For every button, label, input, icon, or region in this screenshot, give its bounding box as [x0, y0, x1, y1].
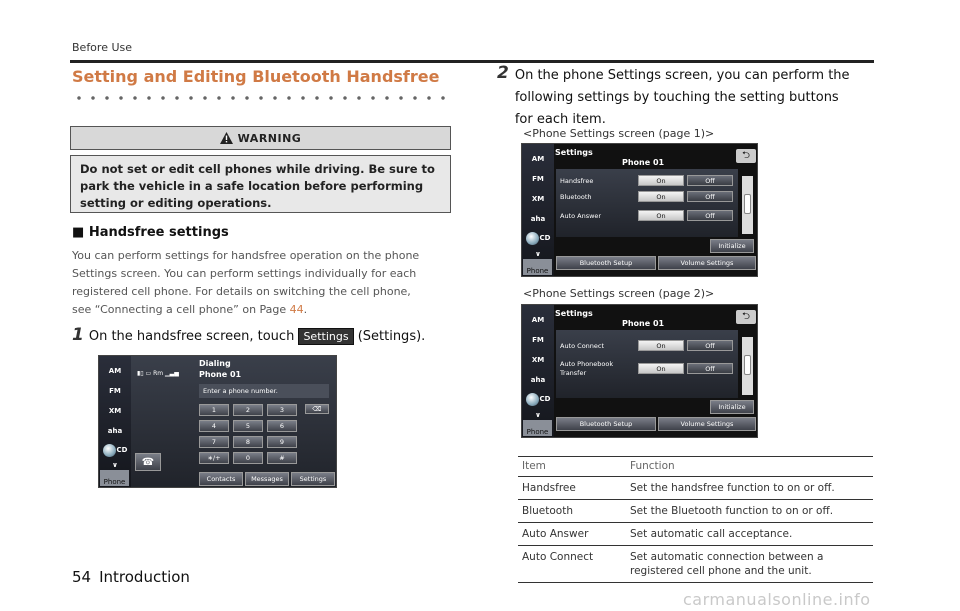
sidebar-item-phone[interactable]: Phone: [100, 470, 129, 486]
table-header-row: [518, 457, 873, 477]
paragraph-text: You can perform settings for handsfree operation on the phone Settings screen. You can perform settings individually for each registered cell phone. For details on switching the cell phone, see “Connecting a cell phone” on Page: [72, 249, 420, 316]
keypad-key[interactable]: 5: [233, 420, 263, 432]
row-label-transfer: Transfer: [560, 369, 587, 377]
sidebar-item-xm[interactable]: XM: [531, 356, 545, 364]
sidebar-more-chevron[interactable]: ∨: [112, 461, 118, 469]
backspace-icon: ⌫: [312, 405, 322, 413]
sidebar-item-aha[interactable]: aha: [530, 215, 546, 223]
paragraph-end: .: [303, 303, 308, 316]
warning-icon: [220, 132, 233, 144]
row-label-auto-connect: Auto Connect: [560, 342, 605, 350]
initialize-button[interactable]: Initialize: [710, 239, 754, 253]
sidebar-item-fm[interactable]: FM: [109, 387, 121, 395]
step-2: [497, 63, 855, 131]
settings-screen-page-1: [521, 143, 758, 277]
keypad-key[interactable]: 4: [199, 420, 229, 432]
bluetooth-setup-button[interactable]: Bluetooth Setup: [556, 417, 656, 431]
contacts-button[interactable]: Contacts: [199, 472, 243, 486]
auto-connect-off-button[interactable]: Off: [687, 340, 733, 351]
keypad-key[interactable]: ∗/+: [199, 452, 229, 464]
keypad-key[interactable]: 8: [233, 436, 263, 448]
table-row: [518, 546, 873, 583]
row-label-auto-phonebook: Auto Phonebook: [560, 360, 614, 368]
table-cell: Set the handsfree function to on or off.: [626, 477, 873, 500]
keypad-key[interactable]: 9: [267, 436, 297, 448]
sidebar-item-cd-label: CD: [539, 395, 551, 403]
settings-scrollbar[interactable]: [742, 337, 753, 395]
step-1-text: [89, 329, 425, 344]
sidebar-item-cd-label: CD: [539, 234, 551, 242]
dial-title: Dialing: [199, 359, 231, 368]
dotted-divider: [72, 95, 452, 101]
keypad-key[interactable]: 0: [233, 452, 263, 464]
back-button[interactable]: [736, 310, 756, 324]
sidebar-item-cd-label: CD: [116, 446, 128, 454]
watermark: carmanualsonline.info: [683, 590, 871, 609]
caption-settings-page-1: <Phone Settings screen (page 1)>: [523, 127, 715, 140]
warning-header: [70, 126, 451, 150]
sidebar-item-aha[interactable]: aha: [530, 376, 546, 384]
bluetooth-off-button[interactable]: Off: [687, 191, 733, 202]
settings-button[interactable]: Settings: [291, 472, 335, 486]
warning-text: Do not set or edit cell phones while driving. Be sure to park the vehicle in a safe location before performing setting or editing operations.: [70, 155, 451, 213]
sidebar-more-chevron[interactable]: ∨: [535, 250, 541, 258]
phone-number-placeholder: Enter a phone number.: [203, 387, 278, 395]
cd-disc-icon: [526, 232, 539, 245]
settings-inline-button: Settings: [298, 328, 353, 345]
sidebar-item-phone[interactable]: Phone: [523, 259, 552, 275]
auto-phonebook-on-button[interactable]: On: [638, 363, 684, 374]
backspace-button[interactable]: [305, 404, 329, 414]
keypad-key[interactable]: #: [267, 452, 297, 464]
dial-device: Phone 01: [199, 370, 242, 379]
sidebar-item-fm[interactable]: FM: [532, 175, 544, 183]
sidebar-item-xm[interactable]: XM: [531, 195, 545, 203]
row-label-auto-answer: Auto Answer: [560, 212, 602, 220]
settings-function-table: [518, 456, 873, 583]
status-text: Rm: [153, 370, 164, 377]
table-header-function: Function: [626, 457, 873, 477]
auto-connect-on-button[interactable]: On: [638, 340, 684, 351]
settings-screen-page-2: [521, 304, 758, 438]
sidebar-item-am[interactable]: AM: [531, 155, 545, 163]
table-row: [518, 477, 873, 500]
sidebar-item-aha[interactable]: aha: [107, 427, 123, 435]
auto-phonebook-off-button[interactable]: Off: [687, 363, 733, 374]
row-label-handsfree: Handsfree: [560, 177, 594, 185]
settings-device: Phone 01: [622, 158, 665, 167]
chapter-name: Introduction: [99, 568, 190, 586]
call-button[interactable]: [135, 453, 161, 471]
back-button[interactable]: [736, 149, 756, 163]
dialing-screen: [98, 355, 337, 488]
scrollbar-thumb[interactable]: [744, 355, 751, 375]
step-1: [72, 325, 425, 345]
table-header-item: Item: [518, 457, 626, 477]
auto-answer-off-button[interactable]: Off: [687, 210, 733, 221]
keypad-key[interactable]: 2: [233, 404, 263, 416]
sidebar-more-chevron[interactable]: ∨: [535, 411, 541, 419]
page-reference-link[interactable]: 44: [289, 303, 304, 316]
table-cell: Auto Connect: [518, 546, 626, 583]
source-sidebar-s1: [522, 144, 554, 276]
settings-title: Settings: [555, 148, 593, 157]
scrollbar-thumb[interactable]: [744, 194, 751, 214]
step-1-number: 1: [72, 325, 84, 345]
table-row: [518, 523, 873, 546]
bluetooth-setup-button[interactable]: Bluetooth Setup: [556, 256, 656, 270]
subsection-title: [72, 225, 229, 240]
running-header: Before Use: [72, 41, 133, 54]
keypad-key[interactable]: 7: [199, 436, 229, 448]
cd-disc-icon: [526, 393, 539, 406]
source-sidebar: [99, 356, 131, 487]
table-cell: Handsfree: [518, 477, 626, 500]
table-cell: Set automatic call acceptance.: [626, 523, 873, 546]
subsection-marker: ■: [72, 225, 85, 240]
page-footer: [72, 568, 190, 586]
back-arrow-icon: ⮌: [741, 149, 750, 161]
cd-disc-icon: [103, 444, 116, 457]
phone-number-input[interactable]: [199, 384, 329, 398]
sidebar-item-fm[interactable]: FM: [532, 336, 544, 344]
intro-paragraph: [72, 247, 432, 319]
keypad-key[interactable]: 1: [199, 404, 229, 416]
handsfree-off-button[interactable]: Off: [687, 175, 733, 186]
auto-answer-on-button[interactable]: On: [638, 210, 684, 221]
page-number: 54: [72, 568, 92, 586]
step-1-text-after: (Settings).: [353, 329, 426, 344]
subsection-title-text: Handsfree settings: [88, 225, 229, 240]
warning-label: WARNING: [237, 131, 302, 145]
handset-icon: ☎: [141, 456, 155, 468]
sidebar-item-am[interactable]: AM: [531, 316, 545, 324]
step-2-number: 2: [497, 63, 509, 83]
settings-device: Phone 01: [622, 319, 665, 328]
settings-scrollbar[interactable]: [742, 176, 753, 234]
source-sidebar-s2: [522, 305, 554, 437]
step-1-text-before: On the handsfree screen, touch: [88, 329, 299, 344]
sidebar-item-xm[interactable]: XM: [108, 407, 122, 415]
back-arrow-icon: ⮌: [741, 310, 750, 322]
sidebar-item-phone[interactable]: Phone: [523, 420, 552, 436]
keypad-key[interactable]: 3: [267, 404, 297, 416]
dial-status: ▮▯ ▭ Rm ▁▃▅: [137, 370, 179, 377]
caption-settings-page-2: <Phone Settings screen (page 2)>: [523, 287, 715, 300]
initialize-button[interactable]: Initialize: [710, 400, 754, 414]
settings-title: Settings: [555, 309, 593, 318]
bluetooth-on-button[interactable]: On: [638, 191, 684, 202]
handsfree-on-button[interactable]: On: [638, 175, 684, 186]
table-cell: Auto Answer: [518, 523, 626, 546]
table-cell: Set automatic connection between a registered cell phone and the unit.: [626, 546, 873, 583]
volume-settings-button[interactable]: Volume Settings: [658, 417, 756, 431]
table-row: [518, 500, 873, 523]
step-2-text: On the phone Settings screen, you can perform the following settings by touching the setting buttons for each item.: [514, 68, 850, 127]
sidebar-item-am[interactable]: AM: [108, 367, 122, 375]
keypad-key[interactable]: 6: [267, 420, 297, 432]
table-cell: Bluetooth: [518, 500, 626, 523]
section-title: Setting and Editing Bluetooth Handsfree: [72, 67, 440, 86]
table-cell: Set the Bluetooth function to on or off.: [626, 500, 873, 523]
row-label-bluetooth: Bluetooth: [560, 193, 592, 201]
volume-settings-button[interactable]: Volume Settings: [658, 256, 756, 270]
messages-button[interactable]: Messages: [245, 472, 289, 486]
